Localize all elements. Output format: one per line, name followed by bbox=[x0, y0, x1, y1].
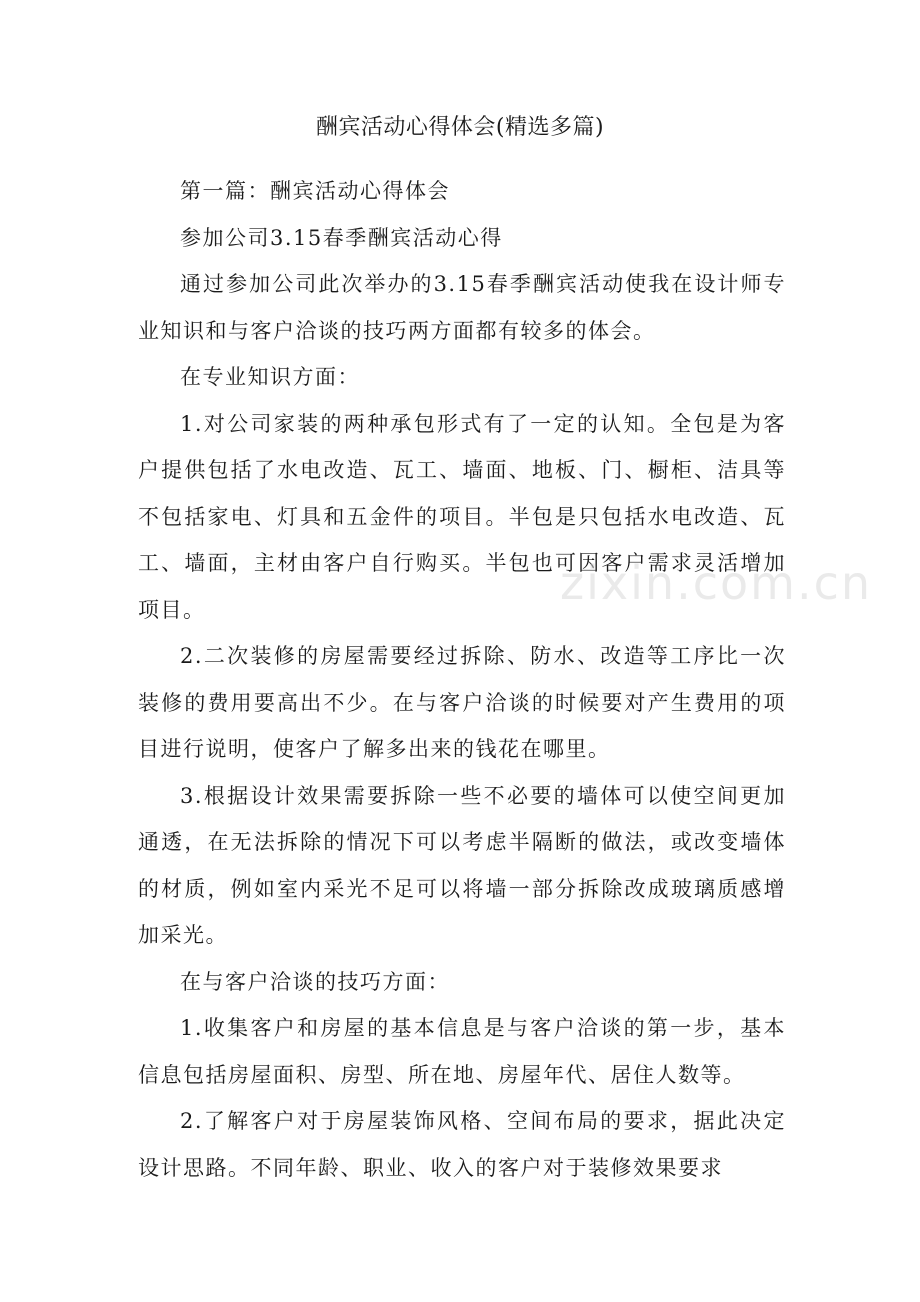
paragraph: 在与客户洽谈的技巧方面： bbox=[180, 969, 450, 994]
paragraph: 参加公司3.15春季酬宾活动心得 bbox=[180, 225, 503, 250]
paragraph: 在专业知识方面： bbox=[180, 365, 360, 389]
paragraph: 第一篇：酬宾活动心得体会 bbox=[180, 179, 450, 203]
document-title: 酬宾活动心得体会(精选多篇) bbox=[315, 115, 605, 140]
paragraph: 1.收集客户和房屋的基本信息是与客户洽谈的第一步，基本信息包括房屋面积、房型、所在地、房屋年代、居住人数等。 bbox=[138, 1016, 786, 1087]
document-body bbox=[138, 168, 786, 1191]
paragraph: 3.根据设计效果需要拆除一些不必要的墙体可以使空间更加通透，在无法拆除的情况下可以考虑半隔断的做法，或改变墙体的材质，例如室内采光不足可以将墙一部分拆除改成玻璃质感增加采光。 bbox=[138, 783, 786, 947]
paragraph: 2.二次装修的房屋需要经过拆除、防水、改造等工序比一次装修的费用要高出不少。在与客户洽谈的时候要对产生费用的项目进行说明，使客户了解多出来的钱花在哪里。 bbox=[138, 644, 786, 761]
paragraph: 1.对公司家装的两种承包形式有了一定的认知。全包是为客户提供包括了水电改造、瓦工、墙面、地板、门、橱柜、洁具等不包括家电、灯具和五金件的项目。半包是只包括水电改造、瓦工、墙面，主材由客户自行购买。半包也可因客户需求灵活增加项目。 bbox=[138, 411, 786, 622]
paragraph: 2.了解客户对于房屋装饰风格、空间布局的要求，据此决定设计思路。不同年龄、职业、收入的客户对于装修效果要求 bbox=[138, 1109, 786, 1180]
paragraph: 通过参加公司此次举办的3.15春季酬宾活动使我在设计师专业知识和与客户洽谈的技巧两方面都有较多的体会。 bbox=[138, 272, 786, 343]
watermark: zixin.com.cn bbox=[560, 556, 873, 610]
